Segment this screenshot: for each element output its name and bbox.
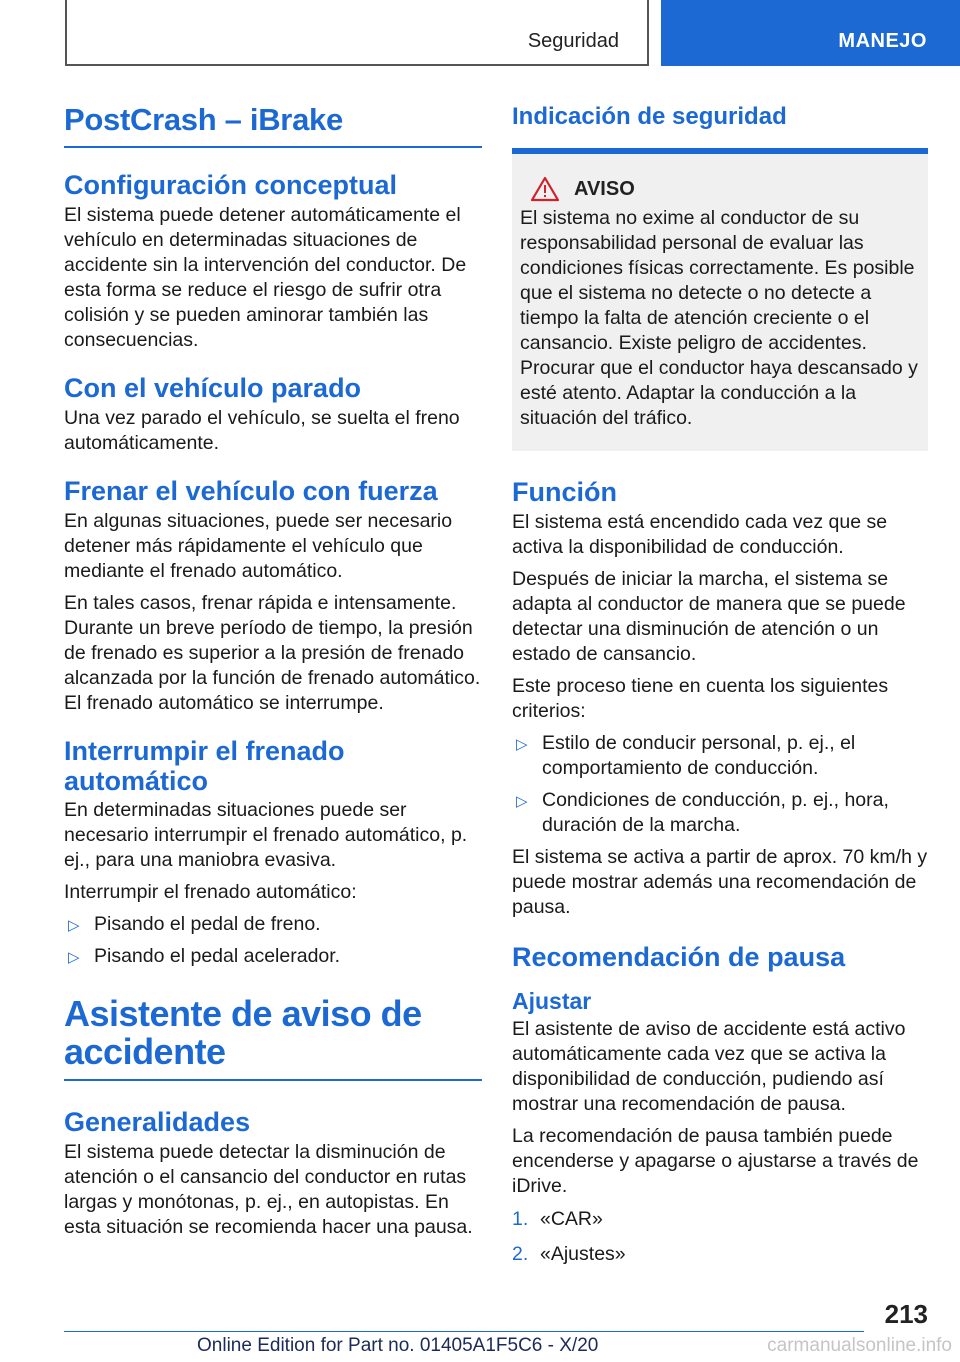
- list-item: [512, 1242, 928, 1267]
- para-interrumpir-2: Interrumpir el frenado automático:: [64, 881, 357, 903]
- step-text: «CAR»: [540, 1208, 603, 1230]
- left-column: [64, 100, 482, 1247]
- step-number: 1.: [512, 1208, 529, 1230]
- watermark-text: carmanualsonline.info: [767, 1335, 952, 1356]
- para-frenar-1: En algunas situaciones, puede ser necesario detener más rápidamente el vehículo que mediante el frenado automático.: [64, 510, 453, 582]
- subheading-ajustar: Ajustar: [512, 988, 592, 1014]
- list-item: [512, 731, 928, 781]
- para-configuracion: El sistema puede detener automáticamente el vehículo en determinadas situaciones de accidente sin la intervención del conductor. De esta forma se reduce el riesgo de sufrir otra colisión y se pueden aminorar también las consecuencias.: [64, 204, 467, 351]
- para-vehiculo-parado: Una vez parado el vehículo, se suelta el freno automáticamente.: [64, 407, 460, 454]
- list-item: [512, 788, 928, 838]
- list-item-text: Estilo de conducir personal, p. ej., el comportamiento de conducción.: [542, 732, 856, 779]
- para-funcion-1: El sistema está encendido cada vez que se activa la disponibilidad de conducción.: [512, 511, 888, 558]
- list-item: [64, 912, 482, 937]
- header-section-title: Seguridad: [527, 30, 619, 52]
- right-column: [512, 100, 928, 1274]
- heading-funcion: Función: [512, 477, 617, 507]
- triangle-bullet-icon: ▷: [516, 736, 528, 753]
- heading-interrumpir: Interrumpir el frenado automático: [64, 736, 345, 796]
- para-frenar-2: En tales casos, frenar rápida e intensamente. Durante un breve período de tiempo, la presión de frenado es superior a la presión de frenado alcanzada por la función de frenado automático. El frenado automático se interrumpe.: [64, 592, 481, 714]
- warning-text: El sistema no exime al conductor de su responsabilidad personal de evaluar las condiciones físicas correctamente. Es posible que el sistema no detecte o no detecte a tiempo la falta de atención creciente o el cansancio. Existe peligro de accidentes. Procurar que el conductor haya descansado y esté atento. Adaptar la conducción a la situación del tráfico.: [520, 207, 918, 429]
- para-funcion-2: Después de iniciar la marcha, el sistema se adapta al conductor de manera que se puede detectar una disminución de atención o un estado de cansancio.: [512, 568, 906, 665]
- page-number: 213: [884, 1299, 928, 1329]
- list-item-text: Pisando el pedal acelerador.: [94, 945, 341, 967]
- title-asistente: Asistente de aviso de accidente: [64, 995, 482, 1081]
- para-ajustar-1: El asistente de aviso de accidente está activo automáticamente cada vez que se activa la disponibilidad de conducción, pudiendo así mostrar una recomendación de pausa.: [512, 1018, 906, 1115]
- title-postcrash: PostCrash – iBrake: [64, 100, 482, 148]
- list-item: [512, 1207, 928, 1232]
- para-interrumpir-1: En determinadas situaciones puede ser necesario interrumpir el frenado automático, p. ej., para una maniobra evasiva.: [64, 799, 468, 871]
- triangle-bullet-icon: ▷: [68, 949, 80, 966]
- header-chapter-label: MANEJO: [838, 30, 927, 52]
- heading-generalidades: Generalidades: [64, 1107, 251, 1137]
- para-funcion-3: Este proceso tiene en cuenta los siguientes criterios:: [512, 675, 889, 722]
- header-chapter-tab[interactable]: [661, 0, 960, 66]
- step-number: 2.: [512, 1243, 529, 1265]
- heading-indicacion-seguridad: Indicación de seguridad: [512, 103, 787, 130]
- list-item-text: Pisando el pedal de freno.: [94, 913, 321, 935]
- warning-box: [512, 150, 928, 451]
- triangle-bullet-icon: ▷: [516, 793, 528, 810]
- warning-title: AVISO: [574, 177, 635, 200]
- footer-divider: [64, 1331, 864, 1332]
- footer-edition: Online Edition for Part no. 01405A1F5C6 - X/20: [197, 1335, 599, 1356]
- heading-frenar-fuerza: Frenar el vehículo con fuerza: [64, 476, 438, 506]
- para-funcion-4: El sistema se activa a partir de aprox. 70 km/h y puede mostrar además una recomendación de pausa.: [512, 846, 928, 918]
- warning-triangle-icon: [530, 176, 560, 202]
- para-generalidades: El sistema puede detectar la disminución de atención o el cansancio del conductor en rutas largas y monótonas, p. ej., en autopistas. En esta situación se recomienda hacer una pausa.: [64, 1141, 473, 1238]
- list-item-text: Condiciones de conducción, p. ej., hora, duración de la marcha.: [542, 789, 889, 836]
- heading-vehiculo-parado: Con el vehículo parado: [64, 373, 362, 403]
- heading-configuracion: Configuración conceptual: [64, 170, 398, 200]
- heading-recomendacion-pausa: Recomendación de pausa: [512, 942, 846, 972]
- para-ajustar-2: La recomendación de pausa también puede encenderse y apagarse o ajustarse a través de iDrive.: [512, 1125, 919, 1197]
- step-text: «Ajustes»: [540, 1243, 626, 1265]
- triangle-bullet-icon: ▷: [68, 917, 80, 934]
- list-item: [64, 944, 482, 969]
- warning-header: [520, 176, 920, 202]
- header-section-box: [65, 0, 649, 66]
